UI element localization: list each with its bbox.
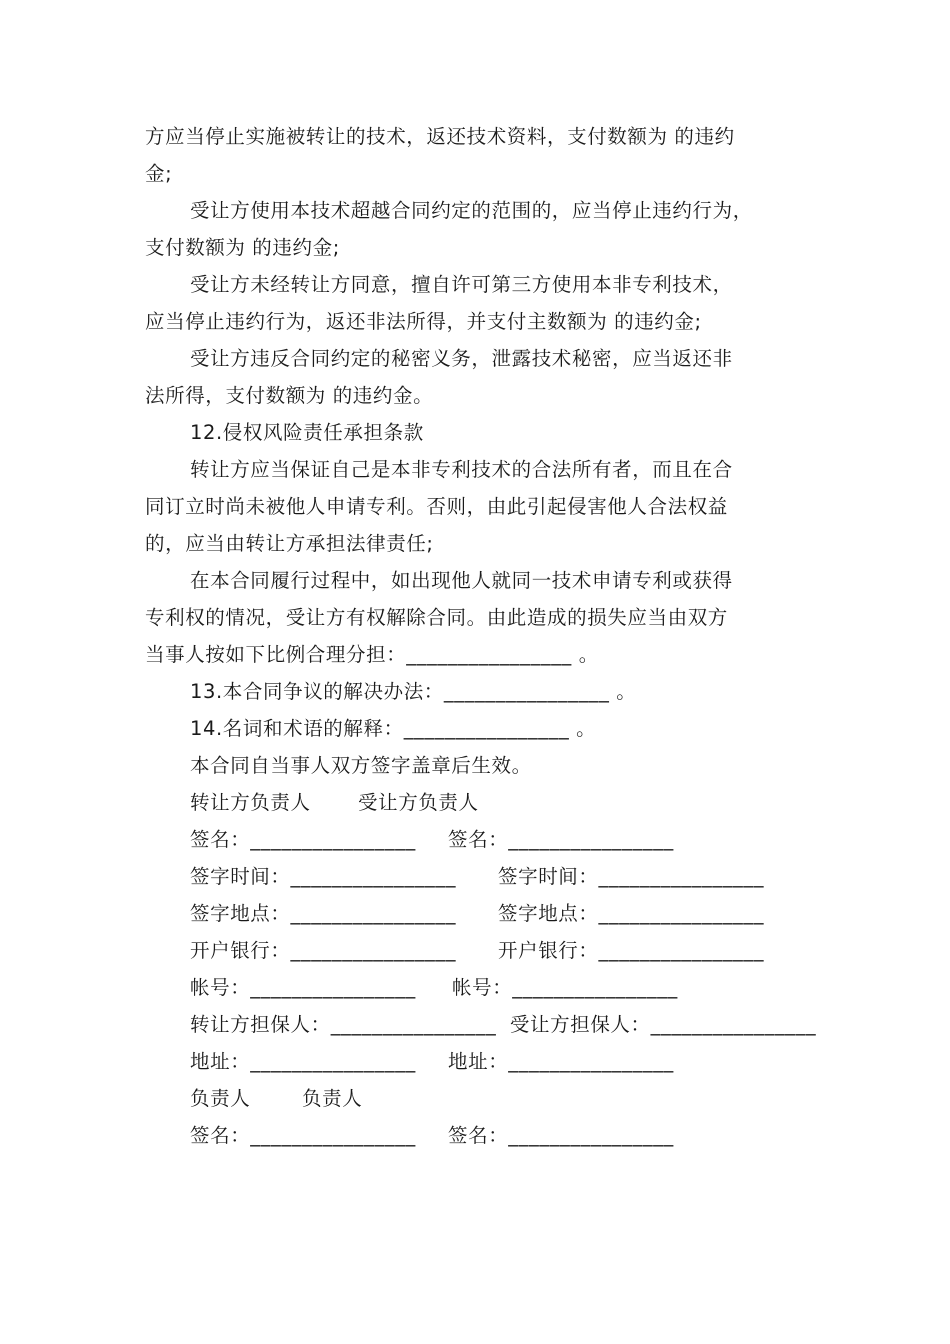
signature-row: [190, 821, 820, 858]
paragraph-line: 的，应当由转让方承担法律责任;: [145, 532, 434, 555]
paragraph-line: 方应当停止实施被转让的技术，返还技术资料，支付数额为 的违约: [145, 125, 735, 148]
transferor-account-field[interactable]: 帐号：________________: [190, 976, 416, 999]
transferor-sign-place-field[interactable]: 签字地点：________________: [190, 902, 457, 925]
transferee-principal-label: 受让方负责人: [358, 791, 479, 814]
paragraph-line: 专利权的情况，受让方有权解除合同。由此造成的损失应当由双方: [145, 606, 728, 629]
transferor-signature-field[interactable]: 签名：________________: [190, 828, 416, 851]
signature-row: [190, 784, 820, 821]
signature-row: [190, 932, 820, 969]
paragraph-line: 金;: [145, 162, 173, 185]
section-heading: 13.本合同争议的解决办法：________________ 。: [190, 680, 637, 703]
signature-row: [190, 1117, 820, 1154]
transferor-bank-field[interactable]: 开户银行：________________: [190, 939, 457, 962]
guarantor-address-field-right[interactable]: 地址：________________: [448, 1050, 674, 1073]
signature-row: [190, 895, 820, 932]
signature-row: [190, 1043, 820, 1080]
transferor-principal-label: 转让方负责人: [190, 791, 311, 814]
effective-clause: 本合同自当事人双方签字盖章后生效。: [190, 754, 532, 777]
signature-row: [190, 858, 820, 895]
transferor-guarantor-field[interactable]: 转让方担保人：________________: [190, 1013, 497, 1036]
guarantor-signature-field-right[interactable]: 签名：________________: [448, 1124, 674, 1147]
paragraph-line: 同订立时尚未被他人申请专利。否则，由此引起侵害他人合法权益: [145, 495, 728, 518]
contract-body: [145, 118, 820, 1154]
transferee-guarantor-field[interactable]: 受让方担保人：________________: [509, 1013, 817, 1036]
paragraph-line: 受让方未经转让方同意，擅自许可第三方使用本非专利技术，: [190, 273, 733, 296]
paragraph-line: 受让方违反合同约定的秘密义务，泄露技术秘密，应当返还非: [190, 347, 733, 370]
guarantor-principal-label-right: 负责人: [302, 1087, 363, 1110]
guarantor-principal-label-left: 负责人: [190, 1087, 251, 1110]
paragraph-line: 受让方使用本技术超越合同约定的范围的，应当停止违约行为，: [190, 199, 753, 222]
transferee-sign-place-field[interactable]: 签字地点：________________: [498, 902, 765, 925]
paragraph-line: 在本合同履行过程中，如出现他人就同一技术申请专利或获得: [190, 569, 733, 592]
transferee-bank-field[interactable]: 开户银行：________________: [498, 939, 765, 962]
guarantor-signature-field-left[interactable]: 签名：________________: [190, 1124, 416, 1147]
transferor-sign-date-field[interactable]: 签字时间：________________: [190, 865, 457, 888]
section-heading: 14.名词和术语的解释：________________ 。: [190, 717, 597, 740]
transferee-account-field[interactable]: 帐号：________________: [452, 976, 678, 999]
signature-row: [190, 969, 820, 1006]
paragraph-line: 法所得，支付数额为 的违约金。: [145, 384, 434, 407]
signature-row: [190, 1080, 820, 1117]
transferee-signature-field[interactable]: 签名：________________: [448, 828, 674, 851]
transferee-sign-date-field[interactable]: 签字时间：________________: [498, 865, 765, 888]
paragraph-line: 当事人按如下比例合理分担：________________ 。: [145, 643, 599, 666]
paragraph-line: 转让方应当保证自己是本非专利技术的合法所有者，而且在合: [190, 458, 733, 481]
paragraph-line: 应当停止违约行为，返还非法所得，并支付主数额为 的违约金;: [145, 310, 702, 333]
guarantor-address-field-left[interactable]: 地址：________________: [190, 1050, 416, 1073]
section-heading: 12.侵权风险责任承担条款: [190, 421, 424, 444]
paragraph-line: 支付数额为 的违约金;: [145, 236, 340, 259]
signature-row: [145, 1006, 820, 1043]
